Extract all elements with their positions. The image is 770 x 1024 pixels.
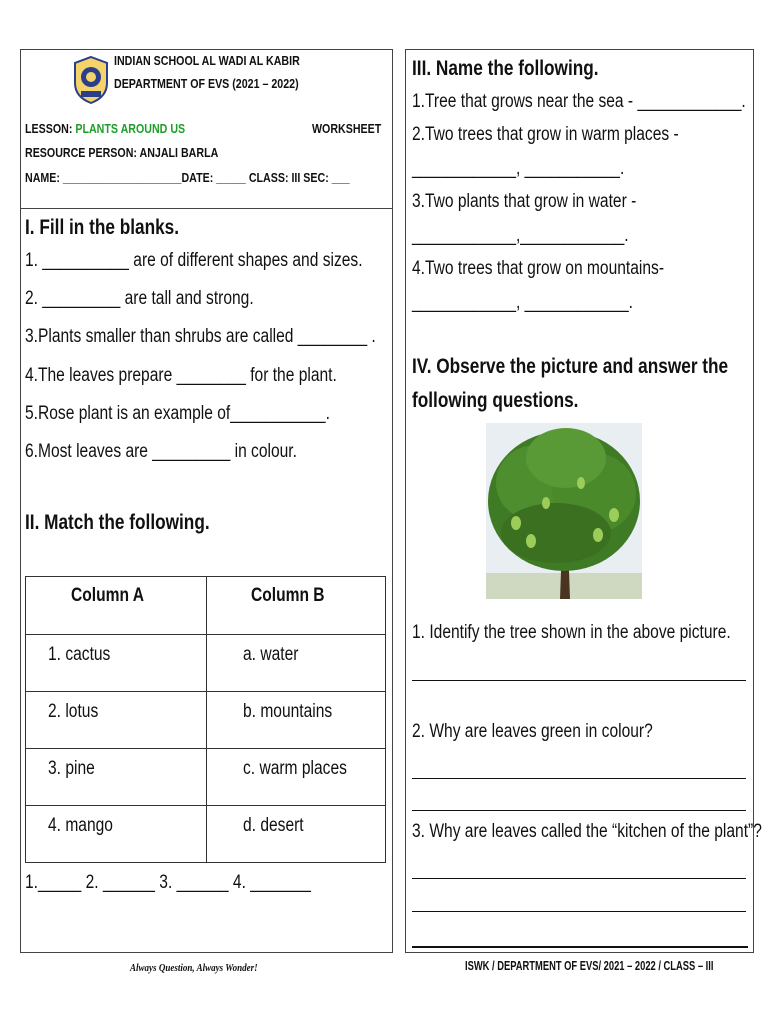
- header-divider: [20, 208, 392, 209]
- column-a-header: Column A: [26, 577, 207, 635]
- column-b-cell: d. desert: [207, 806, 386, 863]
- name-item-2: 2.Two trees that grow in warm places -: [412, 124, 679, 145]
- table-row: [26, 749, 386, 806]
- match-table: [25, 576, 386, 863]
- answer-line: [412, 911, 746, 912]
- footer-motto: Always Question, Always Wonder!: [130, 962, 258, 974]
- question-3: 3. Why are leaves called the “kitchen of the plant”?: [412, 821, 762, 842]
- lesson-label: LESSON:: [25, 121, 73, 136]
- section4-title-line1: IV. Observe the picture and answer the: [412, 355, 729, 378]
- table-row: [26, 635, 386, 692]
- table-row: [26, 692, 386, 749]
- fill-blank-4: 4.The leaves prepare ________ for the plant.: [25, 365, 337, 386]
- school-name: INDIAN SCHOOL AL WADI AL KABIR: [114, 53, 300, 68]
- fill-blank-1: 1. __________ are of different shapes and sizes.: [25, 250, 363, 271]
- match-answers-row: 1._____ 2. ______ 3. ______ 4. _______: [25, 872, 311, 893]
- section1-title: I. Fill in the blanks.: [25, 216, 180, 239]
- name-item-4: 4.Two trees that grow on mountains-: [412, 258, 665, 279]
- answer-line: [412, 680, 746, 681]
- name-item-2-blanks: ____________, ___________.: [412, 158, 625, 179]
- column-a-cell: 1. cactus: [26, 635, 207, 692]
- fill-blank-5: 5.Rose plant is an example of___________.: [25, 403, 330, 424]
- column-a-cell: 2. lotus: [26, 692, 207, 749]
- mango-tree-picture: [486, 423, 642, 599]
- answer-line: [412, 810, 746, 811]
- footer-reference: ISWK / DEPARTMENT OF EVS/ 2021 – 2022 / CLASS – III: [465, 958, 714, 973]
- question-1: 1. Identify the tree shown in the above picture.: [412, 622, 731, 643]
- question-2: 2. Why are leaves green in colour?: [412, 721, 653, 742]
- column-b-cell: b. mountains: [207, 692, 386, 749]
- name-date-class-row: NAME: ____________________DATE: _____ CLASS: III SEC: ___: [25, 170, 350, 185]
- table-row: [26, 806, 386, 863]
- name-item-3-blanks: ____________,____________.: [412, 225, 629, 246]
- answer-line: [412, 946, 748, 948]
- answer-line: [412, 878, 746, 879]
- name-item-3: 3.Two plants that grow in water -: [412, 191, 637, 212]
- match-table-header: [26, 577, 386, 635]
- lesson-name: PLANTS AROUND US: [75, 121, 186, 136]
- fill-blank-2: 2. _________ are tall and strong.: [25, 288, 254, 309]
- name-item-1: 1.Tree that grows near the sea - ____________.: [412, 91, 746, 112]
- worksheet-label: WORKSHEET: [312, 121, 382, 136]
- department-name: DEPARTMENT OF EVS (2021 – 2022): [114, 76, 299, 91]
- school-logo: [73, 55, 109, 105]
- section4-title-line2: following questions.: [412, 389, 579, 412]
- section3-title: III. Name the following.: [412, 57, 599, 80]
- column-a-cell: 3. pine: [26, 749, 207, 806]
- answer-line: [412, 778, 746, 779]
- column-b-cell: c. warm places: [207, 749, 386, 806]
- fill-blank-3: 3.Plants smaller than shrubs are called ________ .: [25, 326, 376, 347]
- column-b-header: Column B: [207, 577, 386, 635]
- column-b-cell: a. water: [207, 635, 386, 692]
- resource-person: RESOURCE PERSON: ANJALI BARLA: [25, 145, 219, 160]
- lesson-line: [25, 121, 220, 136]
- section2-title: II. Match the following.: [25, 511, 210, 534]
- fill-blank-6: 6.Most leaves are _________ in colour.: [25, 441, 297, 462]
- column-a-cell: 4. mango: [26, 806, 207, 863]
- name-item-4-blanks: ____________, ____________.: [412, 292, 633, 313]
